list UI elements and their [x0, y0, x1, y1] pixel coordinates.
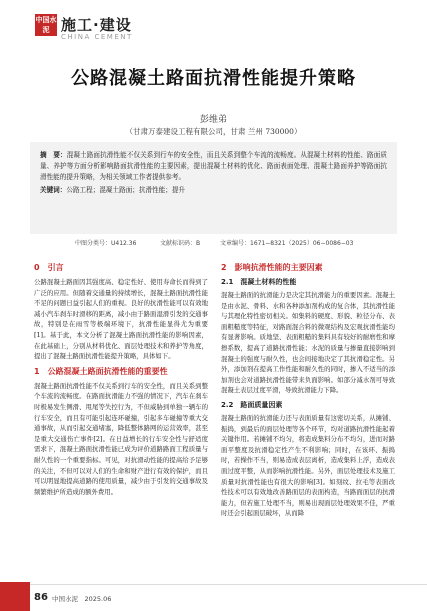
intro-paragraph: 公路混凝土路面因其强度高、稳定性好、使用寿命长而得到了广泛的应用。但随着交通量的持续增长，混凝土路面抗滑性能不足的问题日益引起人们的重视。良好的抗滑性能可以有效地减小汽车刹车时滑移的距离，减小由于路面湿滑引发的交通事故，特别是在雨雪等极端环境下，抗滑性能显得尤为重要[1]。基于此，本文分析了混凝土路面抗滑性能的影响因素，在此基础上，分别从材料优化、面层处理技术和养护等角度，提出了混凝土路面抗滑性能提升策略，具体如下。	[34, 278, 208, 361]
abstract-box	[30, 142, 397, 234]
article-number: 文章编号：1671−8321（2025）06−0086−03	[220, 240, 354, 247]
quality-paragraph: 混凝土路面的抗滑能力还与表面质量有这密切关系，从摊铺、振捣，到最后的面层处理等各个环节，均对道路抗滑性能起着关键作用。若摊铺不均匀，将造成集料分布不均匀，进而对路面平整度及抗滑稳定性产生不利影响；同时，在该环、振捣时，若操作不当，则易造成表层离析，造成集料上浮，造成表面过度平整，从而影响抗滑性能。另外，面层处理技术及施工质量对抗滑性能也有很大的影响[3]。如刻纹、拉毛等表面改性技术可以有效地改善路面层的表面构造，当路面面层的抗滑能力，但若施工处理不当，则易出现面层处理效果不佳，严重时还会引起面层破坏，从而降	[221, 413, 395, 518]
section-heading-importance: 1 公路混凝土路面抗滑性能的重要性	[34, 366, 168, 376]
abstract-paragraph	[40, 150, 387, 183]
journal-logo: 中国水泥	[35, 16, 57, 34]
subsection-heading-material: 2.1 混凝土材料的性能	[221, 278, 297, 286]
abstract-label: 摘 要：	[40, 151, 67, 159]
left-column	[34, 262, 208, 501]
section-subtitle: CHINA CEMENT	[61, 33, 133, 41]
article-author: 彭维弟	[199, 115, 227, 125]
article-title: 公路混凝土路面抗滑性能提升策略	[71, 68, 356, 89]
section-title: 施工·建设	[61, 16, 132, 34]
page-number: 86	[34, 592, 48, 603]
material-paragraph: 混凝土路面的抗滑能力是决定其抗滑能力的重要因素。混凝土是由水泥、骨料、水和各种添加剂构成的复合体，其抗滑性能与其理化特性密切相关。如集料的硬度、形貌、粒径分布、表面粗糙度等特征，对路面混合料的微观结构及宏观抗滑性能均有显著影响。质地坚、表面粗糙的集料具有较好的耐磨性和摩擦系数，提高了道路抗滑性能；水泥的质量与掺量直接影响到混凝土的强度与耐久性，也会间接地决定了其抗滑稳定性。另外，添加剂在提高工作性能和耐久性的同时，掺入不适当的添加剂也会对道路抗滑性能带来负面影响。如部分减水剂可导致混凝土表层过度平滑，导致抗滑能力下降。	[221, 291, 395, 395]
section-heading-intro: 0 引言	[34, 263, 64, 272]
clc-number: 中图分类号：U412.36	[75, 240, 137, 247]
document-code: 文献标识码：B	[160, 240, 201, 247]
footer-accent-bar	[0, 582, 30, 611]
abstract-text: 混凝土路面抗滑性能不仅关系到行车的安全性，而且关系到整个车流的流畅度。从混凝土材料的性能、路面质量、养护等方面分析影响路面抗滑性能的主要因素，提出混凝土材料的优化、路面表面处理、混凝土路面养护等路面抗滑性能的提升策略，为相关领域工作者提供参考。	[40, 151, 388, 181]
right-column	[221, 262, 395, 523]
author-affiliation: （甘肃万泰建设工程有限公司，甘肃 兰州 730000）	[125, 127, 302, 136]
importance-paragraph: 混凝土路面抗滑性能不仅关系到行车的安全性，而且关系到整个车流的流畅度。在路面抗滑能力不强的情况下，汽车在刹车时极易发生侧滑、甩尾等失控行为，不但威胁到单独一辆车的行车安全，而且有可能引起连环碰撞，引起多车碰撞等重大交通事故，从而引起交通堵塞，降低整体路网的运营效率，甚至是重大交通伤亡事件[2]。在日益增长的行车安全性与舒适度需求下，混凝土路面抗滑性能已成为评价道路路面工程质量与耐久性的一个重要指标。可见，对抗滑动性能的提高给予足够的关注，不但可以对人们的生命和财产进行有效的保护，而且可以明显地提高道路的使用质量，减少由于引发的交通事故及频繁维护所造成的额外费用。	[34, 381, 208, 496]
keywords-text: 公路工程；混凝土路面；抗滑性能；提升	[66, 186, 186, 194]
keywords-label: 关键词：	[40, 186, 67, 194]
subsection-heading-quality: 2.2 路面质量因素	[221, 400, 283, 409]
keywords-paragraph	[40, 185, 387, 196]
section-heading-factors: 2 影响抗滑性能的主要因素	[221, 263, 323, 272]
footer-divider	[30, 584, 427, 585]
journal-issue: 中国水泥 2025.06	[52, 595, 112, 603]
